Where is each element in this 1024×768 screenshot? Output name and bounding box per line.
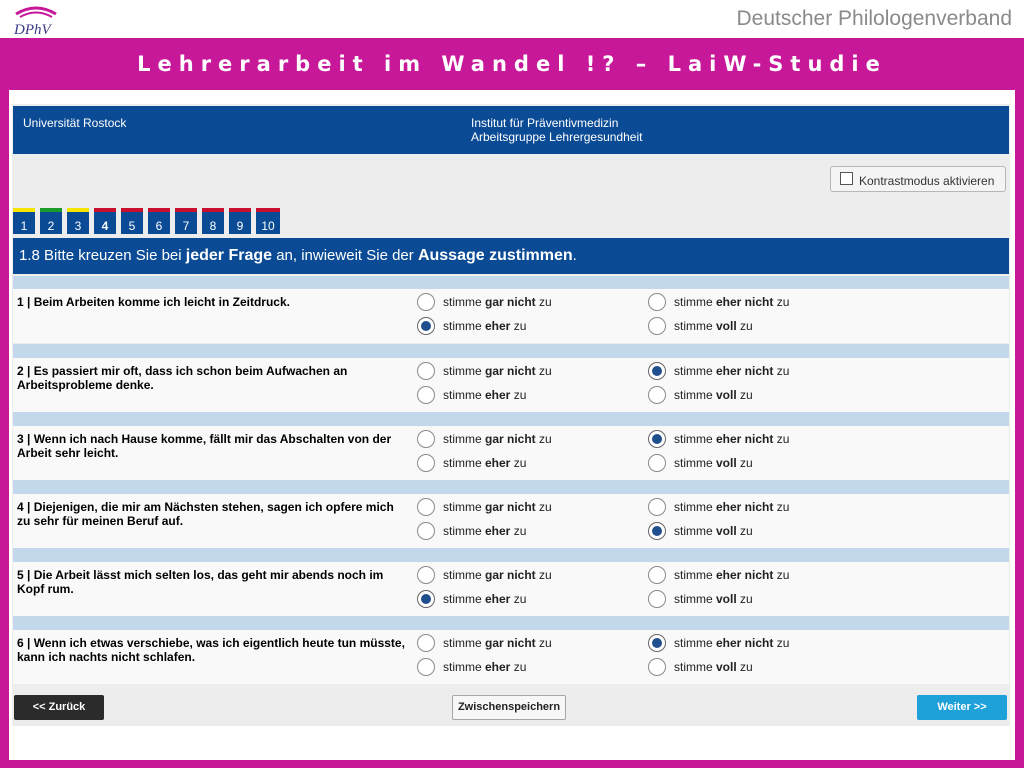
option-label-bold: voll (716, 388, 737, 402)
radio-button[interactable] (417, 362, 435, 380)
option-label (674, 432, 789, 446)
radio-button[interactable] (648, 634, 666, 652)
option-label (674, 364, 789, 378)
option-label-bold: voll (716, 660, 737, 674)
option-label-post: zu (535, 500, 552, 514)
option-label (443, 568, 552, 582)
option-label-post: zu (773, 364, 790, 378)
option-label (443, 500, 552, 514)
option-label-bold: eher nicht (716, 636, 774, 650)
option-label-bold: eher nicht (716, 568, 774, 582)
item-separator (13, 412, 1009, 426)
banner-title: Lehrerarbeit im Wandel !? – LaiW-Studie (0, 38, 1024, 90)
option-label-pre: stimme (443, 364, 485, 378)
option-label-pre: stimme (443, 592, 485, 606)
option-label-bold: eher (485, 592, 511, 606)
next-button[interactable]: Weiter >> (917, 695, 1007, 720)
item-separator (13, 344, 1009, 358)
option-label-bold: eher (485, 660, 511, 674)
option-label-bold: eher nicht (716, 295, 774, 309)
option-label-post: zu (773, 636, 790, 650)
option-label-pre: stimme (443, 524, 485, 538)
page-tab-8[interactable]: 8 (202, 208, 224, 234)
item-statement: 1 | Beim Arbeiten komme ich leicht in Zeitdruck. (17, 295, 290, 309)
save-draft-button[interactable]: Zwischenspeichern (452, 695, 566, 720)
option-label-pre: stimme (674, 592, 716, 606)
question-item-6 (13, 630, 1009, 684)
frame-left (0, 0, 9, 768)
option-label-pre: stimme (443, 456, 485, 470)
option-label-post: zu (510, 319, 527, 333)
page-tab-6[interactable]: 6 (148, 208, 170, 234)
option-label (443, 636, 552, 650)
option-label-pre: stimme (674, 660, 716, 674)
radio-button[interactable] (417, 634, 435, 652)
institute-info (471, 116, 642, 144)
question-item-3 (13, 426, 1009, 480)
option-label-pre: stimme (674, 568, 716, 582)
radio-button[interactable] (648, 317, 666, 335)
contrast-label: Kontrastmodus aktivieren (859, 174, 995, 188)
option-label-post: zu (773, 568, 790, 582)
option-label-pre: stimme (443, 432, 485, 446)
option-label-pre: stimme (443, 319, 485, 333)
radio-button[interactable] (648, 522, 666, 540)
item-statement: 6 | Wenn ich etwas verschiebe, was ich eigentlich heute tun müsste, kann ich nachts nicht schlafen. (17, 636, 405, 664)
option-label-pre: stimme (674, 295, 716, 309)
option-label-post: zu (736, 319, 753, 333)
option-label-post: zu (773, 432, 790, 446)
radio-button[interactable] (648, 454, 666, 472)
option-label-pre: stimme (674, 500, 716, 514)
item-separator (13, 616, 1009, 630)
option-label-bold: gar nicht (485, 500, 536, 514)
option-label (443, 592, 526, 606)
option-label-bold: gar nicht (485, 364, 536, 378)
item-separator (13, 276, 1009, 290)
radio-button[interactable] (417, 386, 435, 404)
question-middle: an, inwieweit Sie der (272, 247, 418, 264)
question-title (13, 238, 1009, 274)
option-label (674, 660, 753, 674)
option-label-bold: voll (716, 524, 737, 538)
frame-bottom (0, 760, 1024, 768)
option-label-bold: gar nicht (485, 295, 536, 309)
option-label (674, 568, 789, 582)
radio-button[interactable] (417, 590, 435, 608)
option-label (443, 432, 552, 446)
option-label-pre: stimme (674, 456, 716, 470)
option-label-bold: voll (716, 456, 737, 470)
radio-button[interactable] (648, 658, 666, 676)
question-bold-2: Aussage zustimmen (417, 247, 573, 264)
option-label-bold: voll (716, 319, 737, 333)
radio-button[interactable] (648, 430, 666, 448)
radio-button[interactable] (648, 590, 666, 608)
question-item-1 (13, 289, 1009, 343)
question-bold-1: jeder Frage (185, 247, 273, 264)
option-label-bold: eher (485, 319, 511, 333)
radio-button[interactable] (417, 293, 435, 311)
option-label-bold: gar nicht (485, 568, 536, 582)
option-label-post: zu (535, 364, 552, 378)
option-label (443, 456, 526, 470)
option-label-pre: stimme (443, 568, 485, 582)
radio-button[interactable] (648, 498, 666, 516)
option-label (674, 500, 789, 514)
university-name: Universität Rostock (23, 116, 127, 130)
option-label-pre: stimme (443, 636, 485, 650)
dphv-logo (12, 4, 60, 36)
option-label (674, 636, 789, 650)
option-label-pre: stimme (443, 500, 485, 514)
page-tab-2[interactable]: 2 (40, 208, 62, 234)
radio-button[interactable] (648, 566, 666, 584)
option-label (674, 319, 753, 333)
organization-name: Deutscher Philologenverband (736, 7, 1012, 30)
option-label (443, 295, 552, 309)
option-label-bold: eher (485, 524, 511, 538)
option-label (443, 388, 526, 402)
option-label-bold: eher nicht (716, 500, 774, 514)
option-label-post: zu (535, 295, 552, 309)
page-tab-7[interactable]: 7 (175, 208, 197, 234)
option-label-bold: eher (485, 388, 511, 402)
page-tab-9[interactable]: 9 (229, 208, 251, 234)
frame-right (1015, 0, 1024, 768)
contrast-mode-toggle[interactable] (830, 166, 1006, 192)
option-label-pre: stimme (674, 524, 716, 538)
radio-button[interactable] (417, 566, 435, 584)
item-statement: 5 | Die Arbeit lässt mich selten los, das geht mir abends noch im Kopf rum. (17, 568, 384, 596)
question-item-4 (13, 494, 1009, 548)
option-label (443, 364, 552, 378)
top-bar (0, 0, 1024, 38)
question-prefix: 1.8 Bitte kreuzen Sie bei (19, 247, 186, 264)
option-label (443, 319, 526, 333)
option-label-bold: eher nicht (716, 364, 774, 378)
option-label-pre: stimme (443, 295, 485, 309)
radio-button[interactable] (648, 362, 666, 380)
option-label-pre: stimme (443, 660, 485, 674)
item-separator (13, 480, 1009, 494)
radio-button[interactable] (417, 454, 435, 472)
page-tab-4[interactable]: 4 (94, 208, 116, 234)
option-label-post: zu (510, 524, 527, 538)
option-label-post: zu (535, 636, 552, 650)
radio-button[interactable] (648, 293, 666, 311)
option-label-post: zu (773, 295, 790, 309)
option-label-post: zu (736, 660, 753, 674)
option-label-bold: voll (716, 592, 737, 606)
page-tab-1[interactable]: 1 (13, 208, 35, 234)
radio-button[interactable] (417, 498, 435, 516)
option-label (674, 592, 753, 606)
item-separator (13, 548, 1009, 562)
option-label-pre: stimme (674, 388, 716, 402)
option-label-bold: gar nicht (485, 432, 536, 446)
option-label-post: zu (510, 592, 527, 606)
item-statement: 2 | Es passiert mir oft, dass ich schon beim Aufwachen an Arbeitsprobleme denke. (17, 364, 348, 392)
option-label-post: zu (736, 456, 753, 470)
option-label-post: zu (736, 524, 753, 538)
institute-name: Institut für Präventivmedizin (471, 116, 619, 130)
option-label-pre: stimme (674, 432, 716, 446)
option-label (443, 524, 526, 538)
option-label-post: zu (535, 432, 552, 446)
option-label-bold: eher (485, 456, 511, 470)
option-label-bold: gar nicht (485, 636, 536, 650)
option-label (674, 388, 753, 402)
page-tab-5[interactable]: 5 (121, 208, 143, 234)
page-tab-10[interactable]: 10 (256, 208, 280, 234)
option-label-post: zu (773, 500, 790, 514)
option-label-pre: stimme (674, 319, 716, 333)
option-label (674, 295, 789, 309)
question-suffix: . (572, 247, 577, 264)
option-label-post: zu (510, 388, 527, 402)
option-label (443, 660, 526, 674)
option-label-post: zu (510, 456, 527, 470)
option-label-pre: stimme (443, 388, 485, 402)
item-statement: 4 | Diejenigen, die mir am Nächsten stehen, sagen ich opfere mich zu sehr für meinen Beruf auf. (17, 500, 394, 528)
item-statement: 3 | Wenn ich nach Hause komme, fällt mir das Abschalten von der Arbeit sehr leicht. (17, 432, 392, 460)
question-item-5 (13, 562, 1009, 616)
radio-button[interactable] (417, 430, 435, 448)
option-label-post: zu (736, 388, 753, 402)
radio-button[interactable] (417, 658, 435, 676)
logo-text: DPhV (14, 22, 51, 36)
option-label-post: zu (535, 568, 552, 582)
option-label (674, 456, 753, 470)
question-item-2 (13, 358, 1009, 412)
radio-button[interactable] (648, 386, 666, 404)
option-label-pre: stimme (674, 364, 716, 378)
contrast-checkbox[interactable] (840, 172, 853, 185)
workgroup-name: Arbeitsgruppe Lehrergesundheit (471, 130, 643, 144)
survey-header (13, 106, 1009, 154)
radio-button[interactable] (417, 317, 435, 335)
option-label-post: zu (736, 592, 753, 606)
page-tab-3[interactable]: 3 (67, 208, 89, 234)
option-label (674, 524, 753, 538)
back-button[interactable]: << Zurück (14, 695, 104, 720)
option-label-post: zu (510, 660, 527, 674)
radio-button[interactable] (417, 522, 435, 540)
option-label-bold: eher nicht (716, 432, 774, 446)
option-label-pre: stimme (674, 636, 716, 650)
